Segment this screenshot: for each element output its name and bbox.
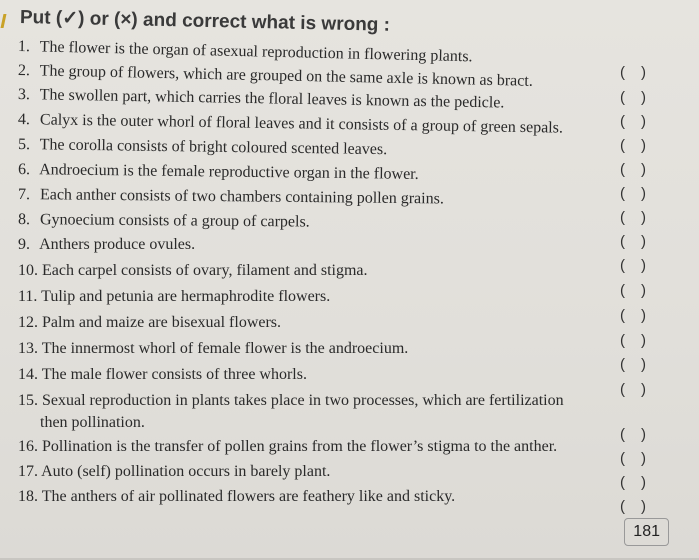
answer-box-10[interactable]: ( )	[620, 282, 646, 299]
question-13: 13. The innermost whorl of female flower is the androecium.	[18, 340, 409, 357]
question-5: 5. The corolla consists of bright coloured scented leaves.	[17, 136, 388, 159]
question-14: 14. The male flower consists of three whorls.	[18, 366, 307, 383]
answer-box-4[interactable]: ( )	[620, 137, 646, 154]
question-10: 10. Each carpel consists of ovary, filament and stigma.	[18, 262, 368, 279]
question-9: 9. Anthers produce ovules.	[18, 236, 196, 253]
question-7: 7. Each anther consists of two chambers containing pollen grains.	[17, 186, 444, 208]
answer-box-18[interactable]: ( )	[620, 498, 646, 515]
answer-box-3[interactable]: ( )	[620, 113, 646, 130]
answer-box-13[interactable]: ( )	[620, 356, 646, 373]
question-6: 6. Androecium is the female reproductive organ in the flower.	[17, 161, 419, 183]
question-11: 11. Tulip and petunia are hermaphrodite flowers.	[18, 288, 331, 305]
page-number: 181	[624, 518, 669, 546]
question-1: 1. The flower is the organ of asexual reproduction in flowering plants.	[17, 38, 473, 66]
question-15: 15. Sexual reproduction in plants takes place in two processes, which are fertilization then pollination.	[18, 392, 564, 431]
answer-box-2[interactable]: ( )	[620, 89, 646, 106]
answer-box-9[interactable]: ( )	[620, 257, 646, 274]
question-18: 18. The anthers of air pollinated flowers are feathery like and sticky.	[18, 488, 456, 505]
answer-box-7[interactable]: ( )	[620, 209, 646, 226]
question-8: 8. Gynoecium consists of a group of carpels.	[17, 211, 310, 231]
answer-box-5[interactable]: ( )	[620, 161, 646, 178]
question-17: 17. Auto (self) pollination occurs in barely plant.	[18, 463, 331, 480]
answer-box-11[interactable]: ( )	[620, 307, 646, 324]
answer-box-14[interactable]: ( )	[620, 381, 646, 398]
answer-box-16[interactable]: ( )	[620, 450, 646, 467]
question-2: 2. The group of flowers, which are grouped on the same axle is known as bract.	[17, 62, 533, 90]
answer-box-17[interactable]: ( )	[620, 474, 646, 491]
question-12: 12. Palm and maize are bisexual flowers.	[18, 314, 282, 331]
exercise-heading: Put (✓) or (×) and correct what is wrong :	[19, 7, 391, 36]
question-16: 16. Pollination is the transfer of pollen grains from the flower’s stigma to the anther.	[18, 438, 558, 455]
answer-box-12[interactable]: ( )	[620, 332, 646, 349]
section-marker	[1, 14, 15, 28]
question-3: 3. The swollen part, which carries the floral leaves is known as the pedicle.	[17, 86, 505, 112]
answer-box-8[interactable]: ( )	[620, 233, 646, 250]
answer-box-1[interactable]: ( )	[620, 64, 646, 81]
answer-box-15[interactable]: ( )	[620, 426, 646, 443]
answer-box-6[interactable]: ( )	[620, 185, 646, 202]
question-4: 4. Calyx is the outer whorl of floral leaves and it consists of a group of green sepals.	[17, 111, 564, 137]
